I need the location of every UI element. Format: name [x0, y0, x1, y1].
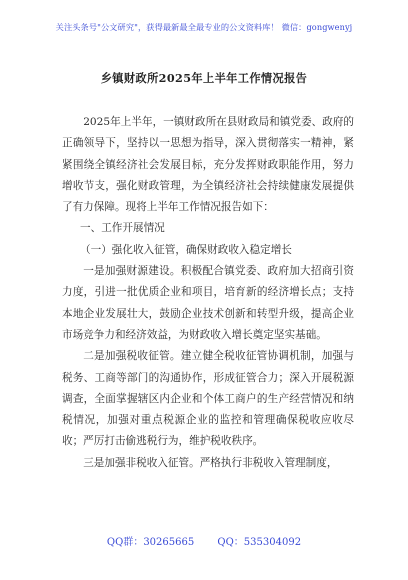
document-body	[62, 112, 354, 474]
footer-qq: QQ：535304092	[217, 537, 302, 548]
section-heading-1: 一、工作开展情况	[80, 222, 165, 235]
document-title: 乡镇财政所2025年上半年工作情况报告	[100, 71, 308, 85]
header-banner: 关注头条号"公文研究"，获得最新最全最专业的公文资料库！ 微信：gongwenyj	[55, 22, 353, 32]
footer-qq-group: QQ群：30265665	[106, 537, 195, 548]
paragraph-point-1: 一是加强财源建设。积极配合镇党委、政府加大招商引资力度，引进一批优质企业和项目，培育新的经济增长点；支持本地企业发展壮大，鼓励企业技术创新和转型升级，提高企业市场竞争力和经济效益，为财政收入增长奠定坚实基础。	[62, 265, 354, 341]
paragraph-point-2: 二是加强税收征管。建立健全税收征管协调机制，加强与税务、工商等部门的沟通协作，形成征管合力；深入开展税源调查，全面掌握辖区内企业和个体工商户的生产经营情况和纳税情况，加强对重点税源企业的监控和管理确保税收应收尽收；严厉打击偷逃税行为，维护税收秩序。	[62, 350, 354, 448]
subsection-heading-1: （一）强化收入征管，确保财政收入稳定增长	[80, 243, 292, 256]
paragraph-point-3: 三是加强非税收入征管。严格执行非税收入管理制度，	[83, 456, 338, 469]
paragraph-intro: 2025年上半年，一镇财政所在县财政局和镇党委、政府的正确领导下，坚持以一思想为指导，深入贯彻落实一精神，紧紧围绕全镇经济社会发展目标，充分发挥财政职能作用，努力增收节支，强化财政管理，为全镇经济社会持续健康发展提供了有力保障。现将上半年工作情况报告如下：	[62, 116, 354, 214]
footer-contact	[0, 533, 408, 548]
